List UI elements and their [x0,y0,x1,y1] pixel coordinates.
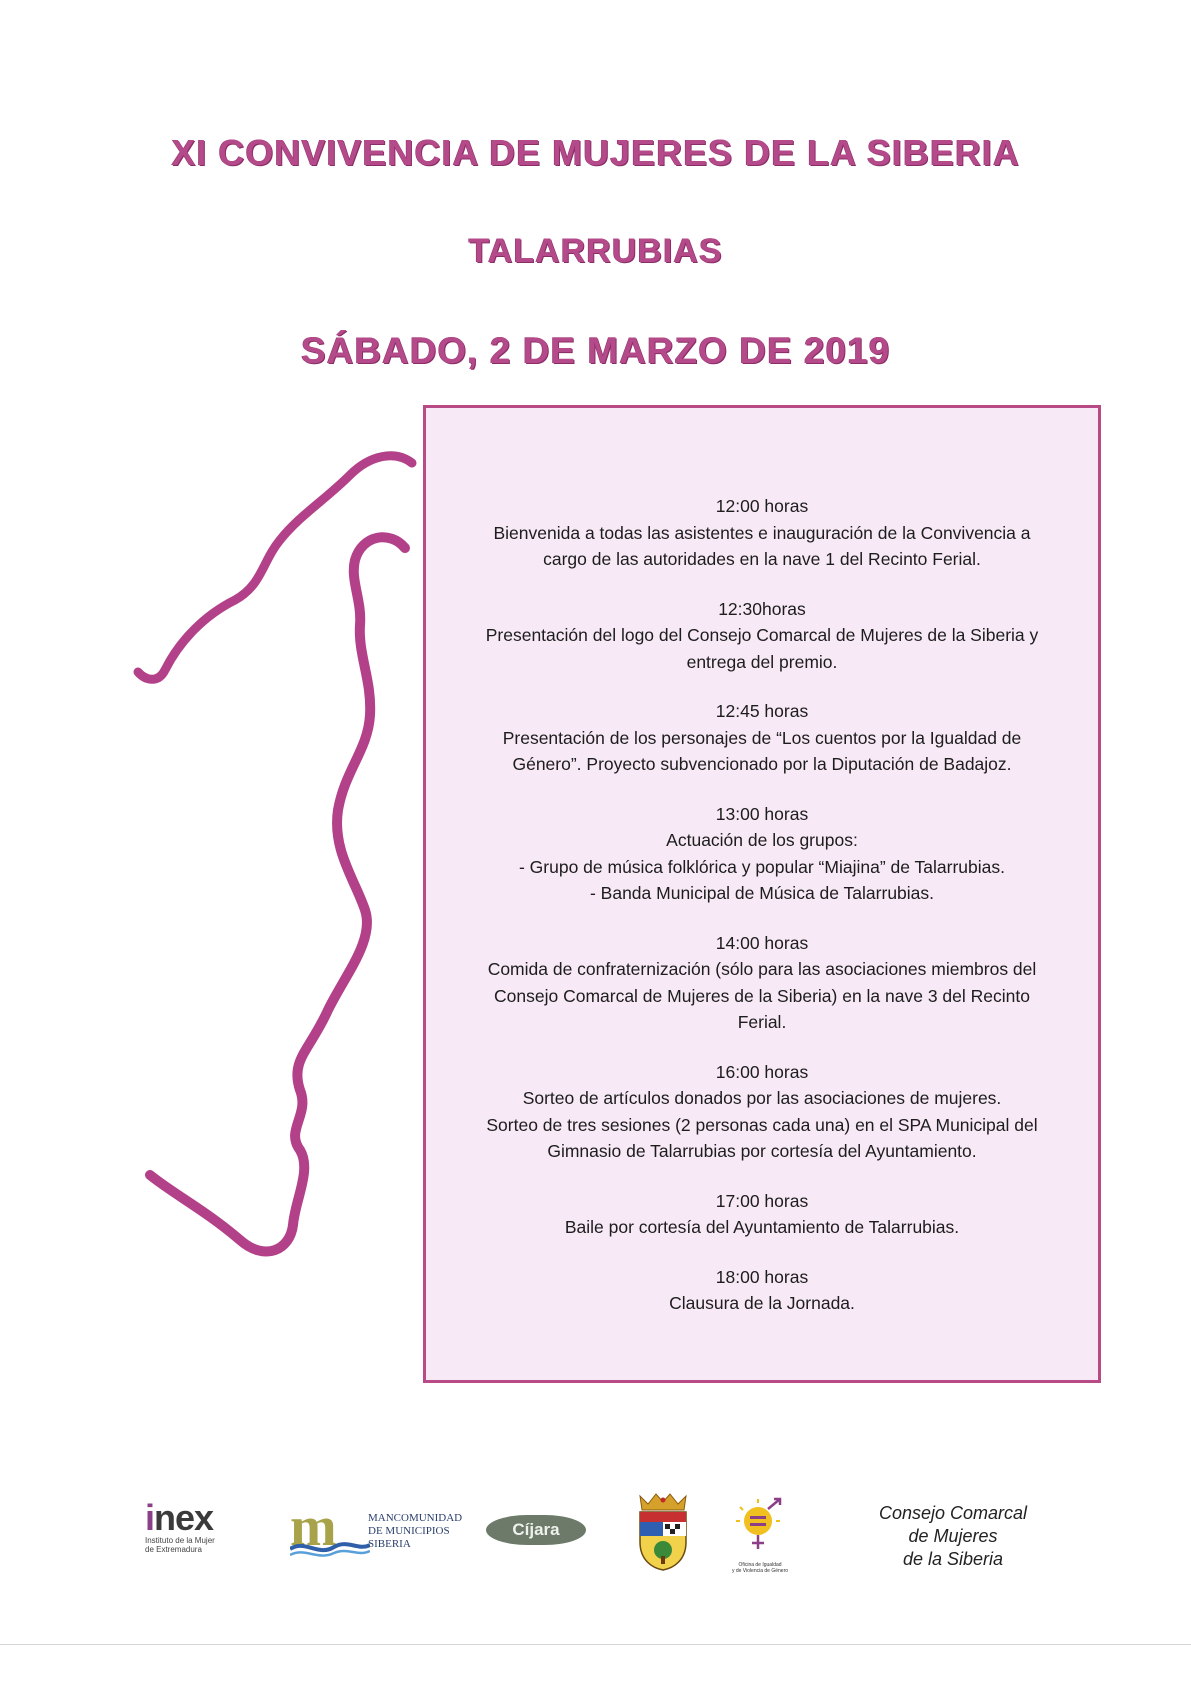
event-time: 12:30horas [718,598,806,619]
schedule-event [432,596,1092,676]
equality-symbol-icon [730,1495,790,1557]
event-description-line: Género”. Proyecto subvencionado por la Diputación de Badajoz. [512,754,1012,774]
event-description-line: Actuación de los grupos: [666,830,858,850]
inex-logo-i: i [145,1497,155,1538]
mancomunidad-line2: DE MUNICIPIOS [368,1525,450,1537]
footer-logos [0,1480,1191,1600]
mancomunidad-logo-m: m [290,1496,337,1558]
event-time: 14:00 horas [715,932,809,953]
wave-icon [290,1537,370,1559]
bottom-divider [0,1644,1191,1645]
schedule-event [432,930,1092,1036]
event-description-line: Sorteo de tres sesiones (2 personas cada una) en el SPA Municipal del [486,1114,1038,1135]
igualdad-logo [730,1495,790,1574]
igualdad-caption1: Oficina de Igualdad [738,1562,782,1568]
event-description-line: cargo de las autoridades en la nave 1 del Recinto Ferial. [543,549,981,569]
event-description-line: entrega del premio. [686,651,838,672]
page-subtitle-date: SÁBADO, 2 DE MARZO DE 2019 [300,330,891,371]
event-time: 12:45 horas [715,701,809,721]
event-description-line: - Banda Municipal de Música de Talarrubias. [589,883,935,903]
event-description-line: Clausura de la Jornada. [669,1293,855,1313]
event-description-line: Presentación de los personajes de “Los cuentos por la Igualdad de [502,727,1022,748]
consejo-line2: de Mujeres [908,1526,998,1546]
page-subtitle-location: TALARRUBIAS [468,232,723,270]
event-time: 17:00 horas [715,1190,809,1211]
event-description-line: Consejo Comarcal de Mujeres de la Siberia) en la nave 3 del Recinto [494,985,1030,1006]
event-description-line: Baile por cortesía del Ayuntamiento de Talarrubias. [564,1217,960,1237]
event-description-line: Comida de confraternización (sólo para las asociaciones miembros del [487,959,1037,979]
coat-of-arms-icon [634,1490,692,1572]
event-time: 16:00 horas [715,1061,809,1082]
schedule-event [432,801,1092,907]
schedule-event [432,698,1092,778]
event-description-line: Sorteo de artículos donados por las asociaciones de mujeres. [522,1088,1002,1108]
event-time: 18:00 horas [715,1266,809,1287]
schedule-event [432,493,1092,573]
event-description-line: Presentación del logo del Consejo Comarcal de Mujeres de la Siberia y [485,625,1039,645]
event-time: 13:00 horas [715,803,809,824]
event-time: 12:00 horas [715,496,809,516]
event-description-line: Gimnasio de Talarrubias por cortesía del Ayuntamiento. [547,1141,977,1161]
inex-logo-sub1: Instituto de la Mujer [145,1536,215,1545]
mancomunidad-line3: SIBERIA [368,1538,411,1550]
schedule-list [426,408,1098,1317]
consejo-line3: de la Siberia [902,1549,1004,1569]
inex-logo-text: nex [154,1497,214,1538]
schedule-event [432,1264,1092,1317]
igualdad-caption2: y de Violencia de Género [731,1568,789,1574]
inex-logo [145,1497,215,1554]
schedule-event [432,1059,1092,1165]
cijara-logo: Cíjara [486,1515,586,1545]
inex-logo-sub2: de Extremadura [145,1545,202,1554]
event-description-line: Ferial. [737,1012,787,1032]
consejo-line1: Consejo Comarcal [878,1503,1028,1523]
schedule-box [423,405,1101,1383]
event-description-line: Bienvenida a todas las asistentes e inauguración de la Convivencia a [493,522,1031,543]
mancomunidad-line1: MANCOMUNIDAD [368,1512,463,1524]
schedule-event [432,1188,1092,1241]
event-description-line: - Grupo de música folklórica y popular “Miajina” de Talarrubias. [518,856,1005,877]
mancomunidad-logo [290,1496,463,1562]
consejo-comarcal-logo [858,1502,1048,1571]
page-title: XI CONVIVENCIA DE MUJERES DE LA SIBERIA [171,132,1020,173]
